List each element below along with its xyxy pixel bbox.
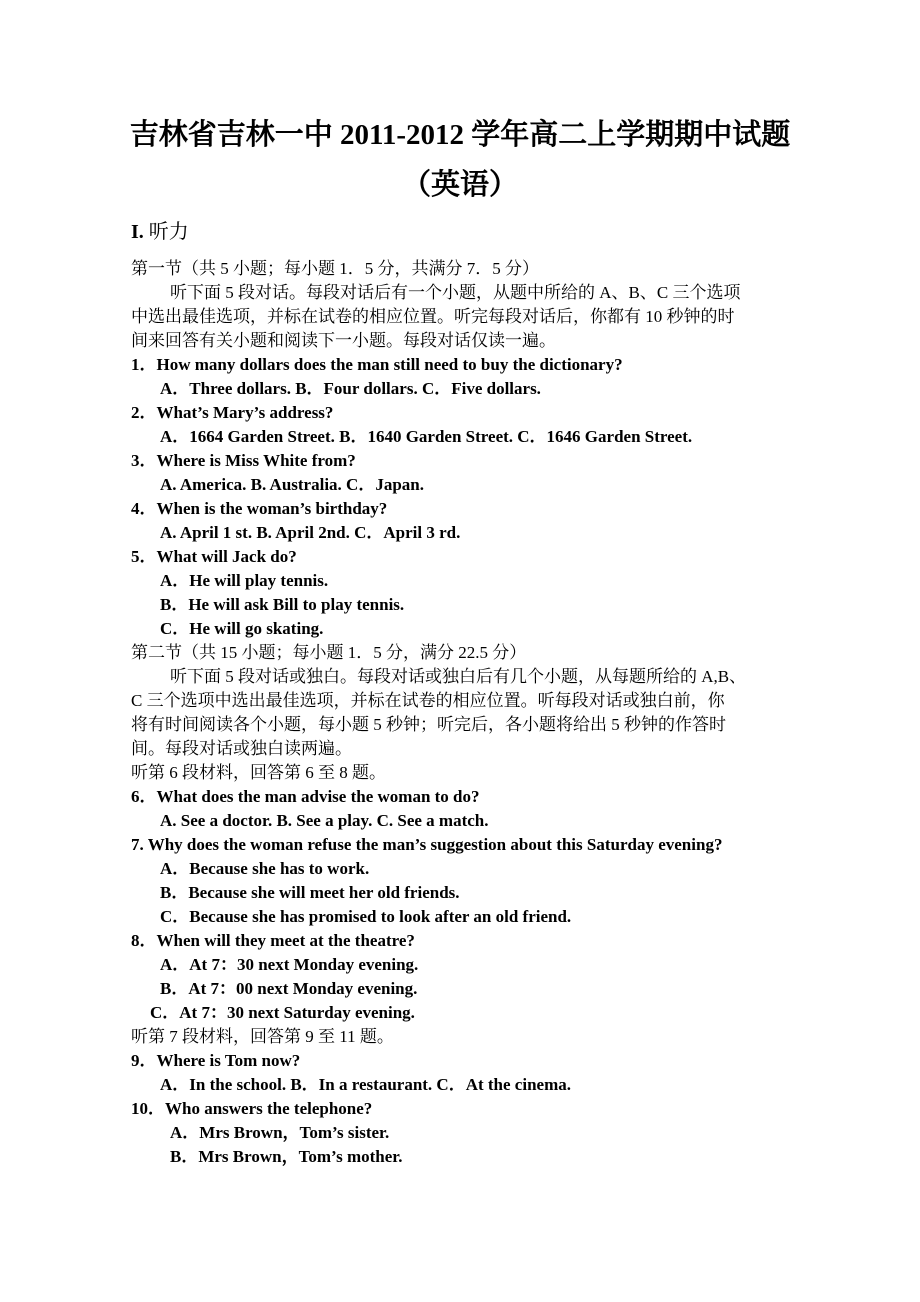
question-10: 10．Who answers the telephone? bbox=[131, 1099, 373, 1118]
question-8-option-a: A．At 7：30 next Monday evening. bbox=[160, 955, 419, 974]
question-4: 4．When is the woman’s birthday? bbox=[131, 499, 388, 518]
question-5: 5．What will Jack do? bbox=[131, 547, 297, 566]
question-5-option-c: C．He will go skating. bbox=[160, 619, 324, 638]
question-7: 7. Why does the woman refuse the man’s suggestion about this Saturday evening? bbox=[131, 835, 723, 854]
part1-instruction-line: 间来回答有关小题和阅读下一小题。每段对话仅读一遍。 bbox=[131, 331, 556, 350]
question-3: 3．Where is Miss White from? bbox=[131, 451, 356, 470]
part1-instruction-line: 听下面 5 段对话。每段对话后有一个小题，从题中所给的 A、B、C 三个选项 bbox=[170, 283, 741, 302]
part1-instruction-line: 中选出最佳选项，并标在试卷的相应位置。听完每段对话后，你都有 10 秒钟的时 bbox=[131, 307, 735, 326]
part2-instruction-line: 将有时间阅读各个小题，每小题 5 秒钟；听完后，各小题将给出 5 秒钟的作答时 bbox=[131, 715, 726, 734]
question-4-options: A. April 1 st. B. April 2nd. C．April 3 rd. bbox=[160, 523, 461, 542]
part2-instruction-line: 间。每段对话或独白读两遍。 bbox=[131, 739, 352, 758]
question-5-option-a: A．He will play tennis. bbox=[160, 571, 329, 590]
section-number: I. bbox=[131, 221, 144, 243]
part2-instruction-line: C 三个选项中选出最佳选项，并标在试卷的相应位置。听每段对话或独白前，你 bbox=[131, 691, 725, 710]
section-title: 听力 bbox=[148, 221, 189, 243]
material-7-note: 听第 7 段材料，回答第 9 至 11 题。 bbox=[131, 1027, 394, 1046]
material-6-note: 听第 6 段材料，回答第 6 至 8 题。 bbox=[131, 763, 386, 782]
question-1-options: A．Three dollars. B．Four dollars. C．Five dollars. bbox=[160, 379, 541, 398]
question-9: 9．Where is Tom now? bbox=[131, 1051, 301, 1070]
question-8-option-c: C．At 7：30 next Saturday evening. bbox=[150, 1003, 415, 1022]
document-subtitle: （英语） bbox=[401, 169, 518, 201]
section-heading bbox=[131, 219, 189, 245]
question-5-option-b: B．He will ask Bill to play tennis. bbox=[160, 595, 405, 614]
question-7-option-c: C．Because she has promised to look after an old friend. bbox=[160, 907, 572, 926]
question-6: 6．What does the man advise the woman to do? bbox=[131, 787, 480, 806]
question-1: 1．How many dollars does the man still need to buy the dictionary? bbox=[131, 355, 623, 374]
question-9-options: A．In the school. B．In a restaurant. C．At the cinema. bbox=[160, 1075, 571, 1094]
part2-heading: 第二节（共 15 小题；每小题 1．5 分，满分 22.5 分） bbox=[131, 643, 527, 662]
part1-heading: 第一节（共 5 小题；每小题 1．5 分，共满分 7．5 分） bbox=[131, 259, 539, 278]
document-title: 吉林省吉林一中 2011-2012 学年高二上学期期中试题 bbox=[129, 119, 791, 151]
question-6-options: A. See a doctor. B. See a play. C. See a match. bbox=[160, 811, 489, 830]
question-10-option-b: B．Mrs Brown，Tom’s mother. bbox=[170, 1147, 403, 1166]
question-2: 2．What’s Mary’s address? bbox=[131, 403, 334, 422]
question-8: 8．When will they meet at the theatre? bbox=[131, 931, 415, 950]
question-7-option-b: B．Because she will meet her old friends. bbox=[160, 883, 460, 902]
question-2-options: A．1664 Garden Street. B．1640 Garden Street. C．1646 Garden Street. bbox=[160, 427, 693, 446]
question-3-options: A. America. B. Australia. C．Japan. bbox=[160, 475, 424, 494]
question-7-option-a: A．Because she has to work. bbox=[160, 859, 370, 878]
question-10-option-a: A．Mrs Brown，Tom’s sister. bbox=[170, 1123, 390, 1142]
part2-instruction-line: 听下面 5 段对话或独白。每段对话或独白后有几个小题，从每题所给的 A,B、 bbox=[170, 667, 747, 686]
question-8-option-b: B．At 7：00 next Monday evening. bbox=[160, 979, 418, 998]
